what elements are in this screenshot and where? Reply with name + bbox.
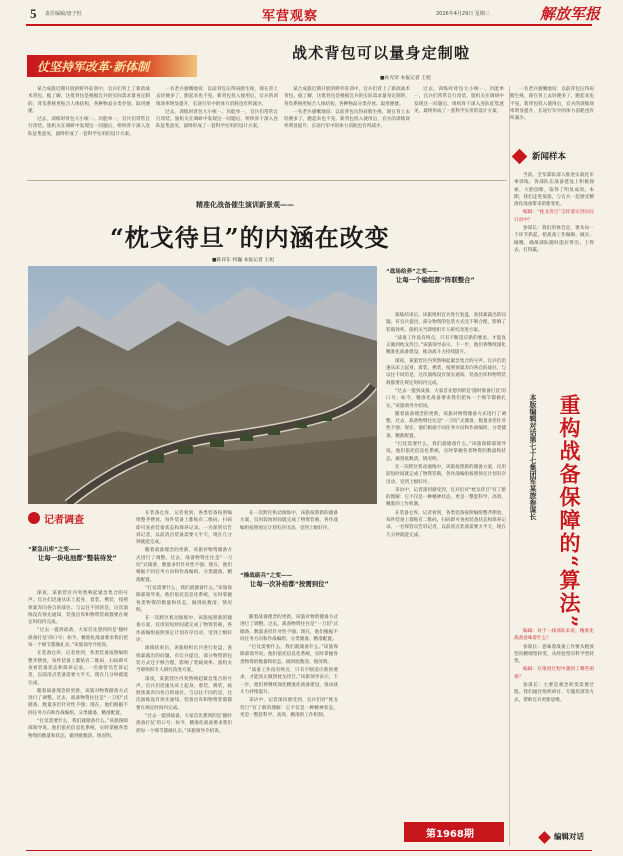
paragraph: 参谋长：主要是观念转变需要过程。我们通过组织研讨、专题培训等方式，帮助官兵更新思维。 [514,683,594,703]
feature-col-3a [240,510,338,556]
banner-text: 仗坚持军改革·新体制 [37,60,150,74]
top-article-body-5 [510,86,594,136]
feature-col-4 [386,312,506,812]
editor-line: 责任编辑/唐子恒 [45,11,82,17]
column-label-mark [28,512,40,524]
paragraph: 参谋长：意味着战备工作要从粗放型向精细型转变，从经验型向科学型转变。 [514,644,594,665]
issue-label: 第1968期 [426,829,474,840]
footer-rule [26,850,592,851]
paragraph: 某合成旅近期开展的野外驻训中，官兵们背上了新款战术背包。据了解，这批背包是根据官兵的实际需求量身定制的，背负系统更贴合人体结构，各种物品分类存放、取用便捷。 [28,87,150,114]
paragraph: 过去，训练时背包大小统一、功能单一，官兵们常常自行改装。旅机关在调研中发现这一问题后，组织骨干深入连队征集意见，最终形成了一套科学实用的设计方案。 [414,87,504,114]
top-article-body-2 [156,86,278,178]
subheading-kicker: “战场给养”之变—— [386,269,439,275]
paragraph: 一名老兵感慨地说：以前背包压得肩膀生疼，现在背上去轻便多了，跑起来也不晃。新背包投入使用后，官兵的训练效率明显提升，长途行军中的体力消耗也有所减少。 [284,109,410,130]
paragraph: 在一次跨区机动演练中，该旅按照新的储备方案，仅用较短时间就完成了物资装载，各作战编组按照预定计划有序出动，受到上级好评。 [240,511,338,531]
feature-col-2 [136,510,232,856]
feature-kicker: 精准化战备催生演训新景观—— [196,201,294,209]
paragraph: 演练结束后，该旅组织官兵进行复盘，查找暴露出的问题。有官兵提出，部分物资的包装方式还不够合理，影响了装载效率。旅机关当即组织专人研究改进方案。 [386,313,506,333]
feature-byline: ■陈祥东 阿巍 本报记者 王旭 [212,258,274,263]
paragraph: 在装备仓库，记者看到，各类装备按照编组整齐摆放，每件装备上都贴有二维码，扫码即可查看装备状态和保养记录。一名保管员告诉记者，以前清点装备需要大半天，现在几分钟就能完成。 [28,651,128,686]
masthead-logo: 解放军报 [540,5,601,23]
date-line: 2026年4月29日 星期三 [436,11,490,17]
sidebar-label [514,148,594,166]
column-label [28,510,114,528]
paragraph: 编辑：“枕戈待旦”怎样落实到实际行动中？ [514,210,594,223]
top-article-body-3 [284,86,410,178]
paragraph: 在装备仓库，记者看到，各类装备按照编组整齐摆放，每件装备上都贴有二维码，扫码即可查看装备状态和保养记录。一名保管员告诉记者，以前清点装备需要大半天，现在几分钟就能完成。 [136,511,232,546]
subheading-title: 让每一个编组都“阵联整合” [396,276,475,284]
paragraph: 在一次跨区机动演练中，该旅按照新的储备方案，仅用较短时间就完成了物资装载，各作战编组按照预定计划有序出动，受到上级好评。 [136,616,232,644]
sidebar-intro [514,172,594,362]
photo-illustration [28,266,377,504]
top-article-body-1 [28,86,150,178]
feature-headline: “枕戈待旦”的内涵在改变 [110,223,390,252]
page-number: 5 [30,6,37,21]
paragraph: 过去，训练时背包大小统一、功能单一，官兵们常常自行改装。旅机关在调研中发现这一问题后，组织骨干深入连队征集意见，最终形成了一套科学实用的设计方案。 [156,109,278,130]
paragraph: “过去一提到战备，大家首先想到的是‘随时准备打仗’的口号；如今，精准化战备要求我们把每一个细节都做扎实。”该旅领导介绍说。 [386,388,506,409]
paragraph: “过去一提到战备，大家首先想到的是‘随时准备打仗’的口号；如今，精准化战备要求我们把每一个细节都做扎实。”该旅领导介绍说。 [28,628,128,649]
sidebar-divider [509,86,510,846]
paragraph: 随着战备理念的更新，该旅对物资储备方式进行了调整。过去，战备物资往往是“一刀切”式储备，数量多但针对性不强；现在，他们根据不同任务方向和作战编组，分类储备、精准配置。 [386,411,506,439]
paragraph: 演练结束后，该旅组织官兵进行复盘，查找暴露出的问题。有官兵提出，部分物资的包装方式还不够合理，影响了装载效率。旅机关当即组织专人研究改进方案。 [136,646,232,674]
paragraph: “打仗需要什么，我们就储备什么。”该旅保障部领导说。他们依托信息化系统，实时掌握各类物资的数量和状态，做到底数清、情况明。 [136,585,232,613]
paragraph: 在一次跨区机动演练中，该旅按照新的储备方案，仅用较短时间就完成了物资装载，各作战编组按照预定计划有序出动，受到上级好评。 [386,464,506,485]
paragraph: 在装备仓库，记者看到，各类装备按照编组整齐摆放，每件装备上都贴有二维码，扫码即可查看装备状态和保养记录。一名保管员告诉记者，以前清点装备需要大半天，现在几分钟就能完成。 [386,510,506,538]
dialog-label [540,830,600,846]
paragraph: 深夜，某旅营区内突然响起紧急集合的号声。官兵们迅速从床上起身，着装、携装，按照预案奔向各自的战位。与以往不同的是，这次演练没有预先通知，装备出库和物资装载都要在规定时间内完成。 [136,676,232,711]
paragraph: 深夜，某旅营区内突然响起紧急集合的号声。官兵们迅速从床上起身，着装、携装，按照预案奔向各自的战位。与以往不同的是，这次演练没有预先通知，装备出库和物资装载都要在规定时间内完成。 [386,358,506,386]
paragraph: 一名老兵感慨地说：以前背包压得肩膀生疼，现在背上去轻便多了，跑起来也不晃。新背包投入使用后，官兵的训练效率明显提升，长途行军中的体力消耗也有所减少。 [510,87,594,122]
subheading-1 [28,546,128,563]
paragraph: 深夜，某旅营区内突然响起紧急集合的号声。官兵们迅速从床上起身，着装、携装，按照预案奔向各自的战位。与以往不同的是，这次演练没有预先通知，装备出库和物资装载都要在规定时间内完成。 [28,591,128,626]
paragraph: 编辑：在推进过程中遇到了哪些困难？ [514,667,594,680]
paragraph: “打仗需要什么，我们就储备什么。”该旅保障部领导说。他们依托信息化系统，实时掌握各类物资的数量和状态，做到底数清、情况明。 [386,442,506,462]
paragraph: 过去，训练时背包大小统一、功能单一，官兵们常常自行改装。旅机关在调研中发现这一问题后，组织骨干深入连队征集意见，最终形成了一套科学实用的设计方案。 [28,117,150,137]
divider [27,180,507,181]
header-rule [26,24,592,26]
feature-photo [28,266,377,504]
feature-col-3b [240,614,338,856]
paragraph: 采访中，记者深切感受到，官兵们对“枕戈待旦”有了新的理解：它不仅是一种精神状态，更是一整套科学、高效、精准的工作机制。 [240,698,338,718]
sidebar-vertical-title: 重构战备保障的“算法” [557,394,582,630]
feature-col-1 [28,590,128,856]
sidebar-label-text: 新闻样本 [532,152,567,162]
sidebar-qa [514,628,594,816]
paragraph: “战备工作没有终点，只有不断适应新的要求，才能真正做到枕戈待旦。”该旅领导表示，下一步，他们将继续深化精准化战备建设，推动战斗力持续提升。 [386,335,506,356]
subheading-title: 让每一块电池都“整装待发” [38,554,117,562]
section-title: 军营观察 [262,9,319,24]
page-header [0,0,623,26]
dialog-label-mark [538,831,551,844]
paragraph: 随着战备理念的更新，该旅对物资储备方式进行了调整。过去，战备物资往往是“一刀切”式储备，数量多但针对性不强；现在，他们根据不同任务方向和作战编组，分类储备、精准配置。 [136,548,232,583]
paragraph: “打仗需要什么，我们就储备什么。”该旅保障部领导说。他们依托信息化系统，实时掌握各类物资的数量和状态，做到底数清、情况明。 [28,719,128,739]
sidebar-label-mark [512,149,528,165]
paragraph: 参谋长：我们的体会是，要从每一个环节抓起，把战备工作做细、做实、做精，确保部队随时能拉得出、上得去、打得赢。 [514,226,594,253]
paragraph: 随着战备理念的更新，该旅对物资储备方式进行了调整。过去，战备物资往往是“一刀切”式储备，数量多但针对性不强；现在，他们根据不同任务方向和作战编组，分类储备、精准配置。 [240,615,338,642]
column-label-text: 记者调查 [44,515,84,526]
paragraph: 某合成旅近期开展的野外驻训中，官兵们背上了新款战术背包。据了解，这批背包是根据官兵的实际需求量身定制的，背负系统更贴合人体结构，各种物品分类存放、取用便捷。 [284,87,410,107]
sidebar-vertical-subtitle: 本版编辑对话第七十七集团军某旅参谋长 [529,394,537,520]
paragraph: 一名老兵感慨地说：以前背包压得肩膀生疼，现在背上去轻便多了，跑起来也不晃。新背包投入使用后，官兵的训练效率明显提升，长途行军中的体力消耗也有所减少。 [156,87,278,107]
paragraph: “战备工作没有终点，只有不断适应新的要求，才能真正做到枕戈待旦。”该旅领导表示，下一步，他们将继续深化精准化战备建设，推动战斗力持续提升。 [240,668,338,695]
paragraph: 编辑：对于一线部队来说，精准化战备意味着什么？ [514,629,594,642]
top-article-body-4 [414,86,504,178]
issue-badge [404,822,504,842]
top-byline: ■孙光荣 本报记者 王旭 [380,76,431,81]
subheading-kicker: “操战砺兵”之变—— [240,573,293,579]
paragraph: “过去一提到战备，大家首先想到的是‘随时准备打仗’的口号；如今，精准化战备要求我们把每一个细节都做扎实。”该旅领导介绍说。 [136,714,232,734]
subheading-3 [386,268,504,285]
dialog-label-text: 编辑对话 [554,832,584,841]
paragraph: 当前，全军部队深入推进实战化军事训练，各部队在战备建设上积极探索、大胆创新，取得了明显成效。本期，我们走进某旅，与官兵一起感受精准化战备带来的新变化。 [514,173,594,208]
subheading-title: 让每一次补给都“按需到位” [250,580,329,588]
paragraph: 采访中，记者深切感受到，官兵们对“枕戈待旦”有了新的理解：它不仅是一种精神状态，更是一整套科学、高效、精准的工作机制。 [386,487,506,508]
banner [27,55,197,77]
top-headline: 战术背包可以量身定制啦 [292,44,471,62]
subheading-kicker: “紧急出库”之变—— [28,547,81,553]
paragraph: “打仗需要什么，我们就储备什么。”该旅保障部领导说。他们依托信息化系统，实时掌握各类物资的数量和状态，做到底数清、情况明。 [240,645,338,665]
subheading-2 [240,572,338,589]
paragraph: 随着战备理念的更新，该旅对物资储备方式进行了调整。过去，战备物资往往是“一刀切”式储备，数量多但针对性不强；现在，他们根据不同任务方向和作战编组，分类储备、精准配置。 [28,688,128,716]
